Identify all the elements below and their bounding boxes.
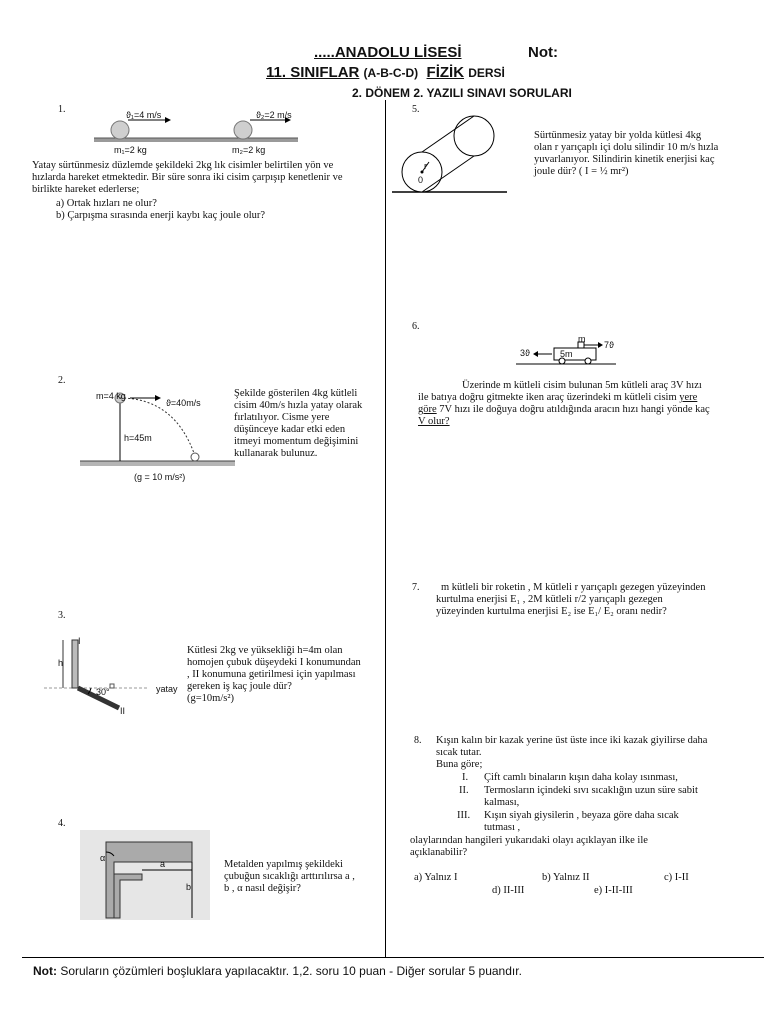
q7-text-2: kurtulma enerjisi E₁ , 2M kütleli r/2 yarıçaplı gezegen xyxy=(436,594,663,605)
q3-height-label: h xyxy=(58,658,64,668)
class-title: 11. SINIFLAR xyxy=(266,64,360,81)
footer-note xyxy=(33,964,522,978)
q4-text-2: çubuğun sıcaklığı arttırılırsa a , xyxy=(224,871,355,882)
q8-question-2: açıklanabilir? xyxy=(410,847,468,858)
q3-text-1: Kütlesi 2kg ve yüksekliği h=4m olan xyxy=(187,645,343,656)
q6-text-3a: göre xyxy=(418,404,437,415)
class-groups: (A-B-C-D) xyxy=(363,66,419,80)
q7-text-1: m kütleli bir roketin , M kütleli r yarıçaplı gezegen yüzeyinden xyxy=(441,582,706,593)
q8-item3-text-b: tutması , xyxy=(484,822,521,833)
q7-number: 7. xyxy=(412,582,420,593)
exam-title: 2. DÖNEM 2. YAZILI SINAVI SORULARI xyxy=(352,86,572,100)
q4-a-label: a xyxy=(160,859,166,869)
q6-text-4: V olur? xyxy=(418,416,450,427)
q6-number: 6. xyxy=(412,321,420,332)
q2-height-label: h=45m xyxy=(124,433,152,443)
q2-number: 2. xyxy=(58,375,66,386)
q4-alpha-label: α xyxy=(100,853,106,863)
q8-item2-text-a: Termosların içindeki sıvı sıcaklığın uzun süre sabit xyxy=(484,785,698,796)
q4-text-1: Metalden yapılmış şekildeki xyxy=(224,859,343,870)
q8-item1-number: I. xyxy=(462,772,469,783)
q1-number: 1. xyxy=(58,104,66,115)
q1-v2-label: ϑ₂=2 m/s xyxy=(256,110,292,120)
q2-text-4: düşünceye kadar etki eden xyxy=(234,424,346,435)
q2-text-3: fırlatılıyor. Cisme yere xyxy=(234,412,330,423)
q8-item2-number: II. xyxy=(459,785,469,796)
subject-suffix: DERSİ xyxy=(468,66,505,80)
q6-left-velocity: 3ϑ xyxy=(520,348,530,358)
q4-number: 4. xyxy=(58,818,66,829)
q3-number: 3. xyxy=(58,610,66,621)
q8-question-1: olaylarından hangileri yukarıdaki olayı açıklayan ilke ile xyxy=(410,835,648,846)
q3-angle-label: 30° xyxy=(96,687,110,697)
q6-text-1: Üzerinde m kütleli cisim bulunan 5m kütleli araç 3V hızı xyxy=(462,380,702,391)
q4-figure xyxy=(80,830,215,920)
q6-right-velocity: 7ϑ xyxy=(604,340,614,350)
q8-option-d: d) II-III xyxy=(492,885,525,896)
q6-text-3b: 7V hızı ile doğuya doğru atıldığında aracın hızı hangi yönde kaç xyxy=(436,404,710,415)
q2-figure xyxy=(80,390,240,470)
q6-text-2a: ile batıya doğru gitmekte iken araç üzerindeki m kütleli cisim xyxy=(418,392,680,403)
q3-position-1: I xyxy=(78,636,81,646)
q8-option-c: c) I-II xyxy=(664,872,689,883)
q6-text-3 xyxy=(418,404,710,416)
q2-text-5: itmeyi momentum değişimini xyxy=(234,436,359,447)
q3-text-3: , II konumuna getirilmesi için yapılması xyxy=(187,669,356,680)
q6-text-2b: yere xyxy=(679,392,698,403)
q1-text-1: Yatay sürtünmesiz düzlemde şekildeki 2kg lık cisimler belirtilen yön ve xyxy=(32,160,334,171)
q2-velocity-label: ϑ=40m/s xyxy=(166,398,201,408)
q3-horizontal-label: yatay xyxy=(156,684,178,694)
q4-b-label: b xyxy=(186,882,192,892)
footer-label: Not: xyxy=(33,964,57,978)
q1-v1-label: ϑ₁=4 m/s xyxy=(126,110,162,120)
q5-text-2: olan r yarıçaplı içi dolu silindir 10 m/s hızla xyxy=(534,142,719,153)
q5-text-1: Sürtünmesiz yatay bir yolda kütlesi 4kg xyxy=(534,130,702,141)
class-line xyxy=(266,64,505,81)
q3-text-5: (g=10m/s²) xyxy=(187,693,234,704)
q2-mass-label: m=4 kg xyxy=(96,391,126,401)
column-divider xyxy=(385,100,386,958)
q8-option-b: b) Yalnız II xyxy=(542,872,590,883)
q6-text-2 xyxy=(418,392,697,404)
q8-intro-1: Kışın kalın bir kazak yerine üst üste ince iki kazak giyilirse daha xyxy=(436,735,708,746)
q8-buna: Buna göre; xyxy=(436,759,483,770)
footer-text: Soruların çözümleri boşluklara yapılacaktır. 1,2. soru 10 puan - Diğer sorular 5 puandır. xyxy=(57,964,522,978)
q8-item3-number: III. xyxy=(457,810,471,821)
q3-text-4: gereken iş kaç joule dür? xyxy=(187,681,292,692)
q3-position-2: II xyxy=(120,706,126,716)
q5-number: 5. xyxy=(412,104,420,115)
q6-car-label: 5m xyxy=(560,349,573,359)
q4-text-3: b , α nasıl değişir? xyxy=(224,883,301,894)
subject-title: FİZİK xyxy=(426,64,465,81)
q8-intro-2: sıcak tutar. xyxy=(436,747,482,758)
q3-text-2: homojen çubuk düşeydeki I konumundan xyxy=(187,657,361,668)
q6-mass-label: m xyxy=(578,334,586,344)
q1-m2-label: m₂=2 kg xyxy=(232,145,266,155)
q5-radius-label: r xyxy=(424,161,427,171)
school-name: .....ANADOLU LİSESİ xyxy=(314,44,462,61)
q5-text-4: joule dür? ( I = ½ mr²) xyxy=(534,166,629,177)
q8-item2-text-b: kalması, xyxy=(484,797,520,808)
q2-text-2: cisim 40m/s hızla yatay olarak xyxy=(234,400,363,411)
q8-option-a: a) Yalnız I xyxy=(414,872,458,883)
q1-option-a: a) Ortak hızları ne olur? xyxy=(56,198,157,209)
score-label: Not: xyxy=(528,44,558,61)
q5-text-3: yuvarlanıyor. Silindirin kinetik enerjisi kaç xyxy=(534,154,715,165)
q7-text-3: yüzeyinden kurtulma enerjisi E₂ ise E₁/ E₂ oranı nedir? xyxy=(436,606,667,617)
q5-figure xyxy=(392,108,512,194)
q8-number: 8. xyxy=(414,735,422,746)
q1-option-b: b) Çarpışma sırasında enerji kaybı kaç joule olur? xyxy=(56,210,266,221)
q8-item3-text-a: Kışın siyah giysilerin , beyaza göre daha sıcak xyxy=(484,810,679,821)
q1-text-2: hızlarda hareket etmektedir. Bir süre sonra iki cisim çarpışıp kenetlenir ve xyxy=(32,172,343,183)
q1-m1-label: m₁=2 kg xyxy=(114,145,147,155)
q3-figure xyxy=(44,636,184,716)
q8-option-e: e) I-II-III xyxy=(594,885,633,896)
q1-text-3: birlikte hareket ederlerse; xyxy=(32,184,140,195)
q5-center-label: 0 xyxy=(418,175,424,185)
q2-gravity-label: (g = 10 m/s²) xyxy=(134,472,186,482)
q2-text-6: kullanarak bulunuz. xyxy=(234,448,318,459)
q2-text-1: Şekilde gösterilen 4kg kütleli xyxy=(234,388,358,399)
q8-item1-text: Çift camlı binaların kışın daha kolay ısınması, xyxy=(484,772,678,783)
footer-divider xyxy=(22,957,764,958)
